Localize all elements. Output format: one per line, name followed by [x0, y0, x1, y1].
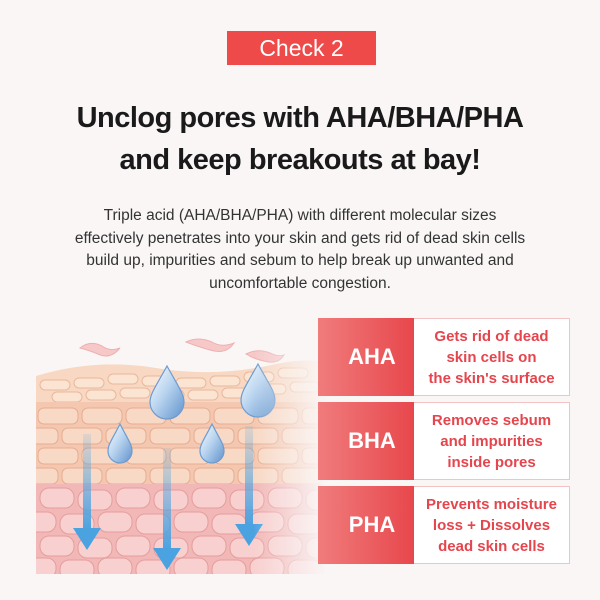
pha-label: PHA	[348, 512, 396, 537]
bha-desc-line-2: and impurities	[440, 432, 543, 450]
headline	[0, 97, 600, 181]
bha-desc-line-3: inside pores	[447, 453, 536, 471]
check-badge: Check 2	[227, 31, 376, 65]
description-line-4: uncomfortable congestion.	[209, 274, 391, 292]
aha-desc-line-1: Gets rid of dead	[434, 327, 549, 345]
bha-description-box	[414, 402, 570, 480]
bha-desc-line-1: Removes sebum	[431, 411, 552, 429]
headline-line-2: and keep breakouts at bay!	[119, 144, 481, 176]
aha-label: AHA	[348, 344, 396, 369]
pha-desc-line-1: Prevents moisture	[426, 495, 557, 513]
pha-description	[417, 494, 567, 557]
bha-label: BHA	[348, 428, 396, 453]
aha-desc-line-2: skin cells on	[446, 348, 537, 366]
aha-description	[417, 326, 567, 389]
bha-row	[318, 402, 572, 486]
aha-description-box	[414, 318, 570, 396]
description-line-1: Triple acid (AHA/BHA/PHA) with different molecular sizes	[103, 207, 497, 224]
description-line-2: effectively penetrates into your skin and gets rid of dead skin cells	[74, 229, 526, 247]
skin-layers-illustration	[36, 338, 326, 574]
description	[40, 205, 560, 295]
bha-description	[417, 410, 567, 473]
aha-row	[318, 318, 572, 402]
pha-description-box	[414, 486, 570, 564]
aha-desc-line-3: the skin's surface	[428, 369, 555, 387]
pha-desc-line-3: dead skin cells	[438, 537, 545, 555]
pha-row	[318, 486, 572, 570]
pha-desc-line-2: loss + Dissolves	[432, 516, 551, 534]
description-line-3: build up, impurities and sebum to help break up unwanted and	[86, 252, 514, 269]
headline-line-1: Unclog pores with AHA/BHA/PHA	[76, 102, 524, 134]
